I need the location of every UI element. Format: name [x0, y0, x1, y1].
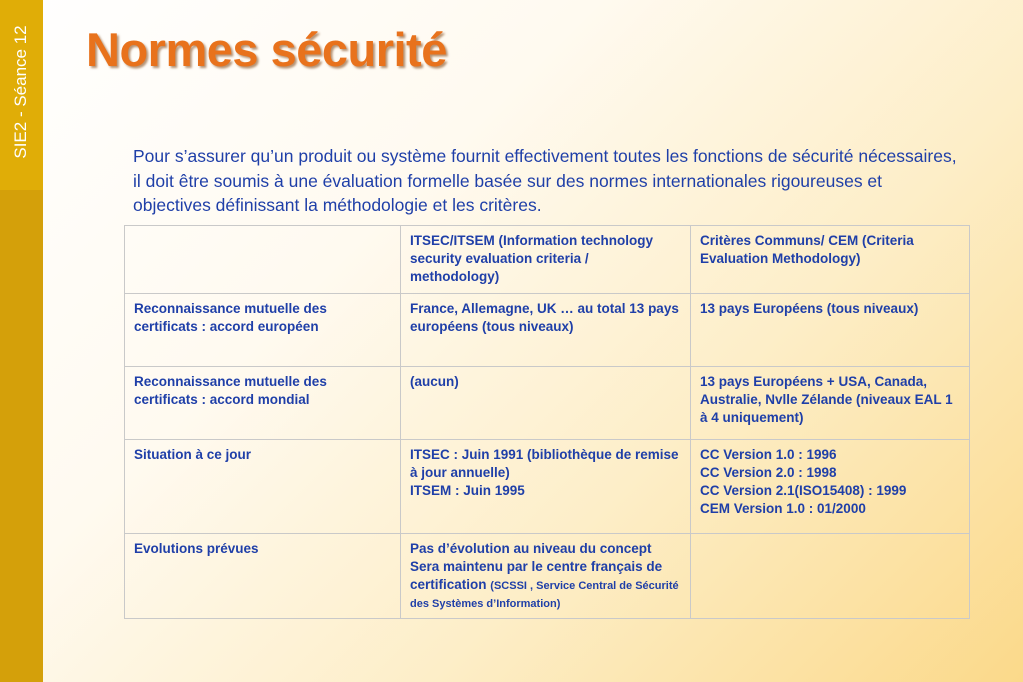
header-cell-empty: [125, 226, 401, 294]
table-row: [125, 440, 970, 534]
cc-line: CC Version 1.0 : 1996: [700, 447, 837, 462]
itsec-line: Sera maintenu par le centre français de certification: [410, 559, 663, 592]
header-cell-cc: Critères Communs/ CEM (Criteria Evaluation Methodology): [691, 226, 970, 294]
cc-cell: 13 pays Européens + USA, Canada, Australie, Nvlle Zélande (niveaux EAL 1 à 4 uniquement): [691, 367, 970, 440]
itsec-note: (SCSSI , Service Central de Sécurité des Systèmes d’Information): [410, 580, 679, 610]
itsec-line: ITSEM : Juin 1995: [410, 483, 525, 498]
sidebar: [0, 0, 43, 682]
itsec-cell: France, Allemagne, UK … au total 13 pays européens (tous niveaux): [401, 294, 691, 367]
slide-title: Normes sécurité: [86, 23, 447, 76]
itsec-line: ITSEC : Juin 1991 (bibliothèque de remise à jour annuelle): [410, 447, 679, 480]
cc-cell: [691, 534, 970, 619]
itsec-cell: [401, 534, 691, 619]
header-cell-itsec: ITSEC/ITSEM (Information technology security evaluation criteria / methodology): [401, 226, 691, 294]
cc-cell: [691, 440, 970, 534]
itsec-line: Pas d’évolution au niveau du concept: [410, 541, 652, 556]
row-label: Evolutions prévues: [125, 534, 401, 619]
table-row: [125, 367, 970, 440]
session-label: SIE2 - Séance 12: [11, 25, 30, 159]
intro-paragraph: Pour s’assurer qu’un produit ou système fournit effectivement toutes les fonctions de sécurité nécessaires, il doit être soumis à une évaluation formelle basée sur des normes internationales rigoureuses et objectives définissant la méthodologie et les critères.: [133, 146, 957, 215]
table-row: [125, 534, 970, 619]
norms-comparison-table: [124, 225, 970, 619]
cc-cell: 13 pays Européens (tous niveaux): [691, 294, 970, 367]
cc-line: CEM Version 1.0 : 01/2000: [700, 501, 866, 516]
row-label: Reconnaissance mutuelle des certificats : accord mondial: [125, 367, 401, 440]
row-label: Situation à ce jour: [125, 440, 401, 534]
itsec-cell: (aucun): [401, 367, 691, 440]
table-header-row: [125, 226, 970, 294]
row-label: Reconnaissance mutuelle des certificats : accord européen: [125, 294, 401, 367]
table-row: [125, 294, 970, 367]
cc-line: CC Version 2.0 : 1998: [700, 465, 837, 480]
itsec-cell: [401, 440, 691, 534]
cc-line: CC Version 2.1(ISO15408) : 1999: [700, 483, 907, 498]
